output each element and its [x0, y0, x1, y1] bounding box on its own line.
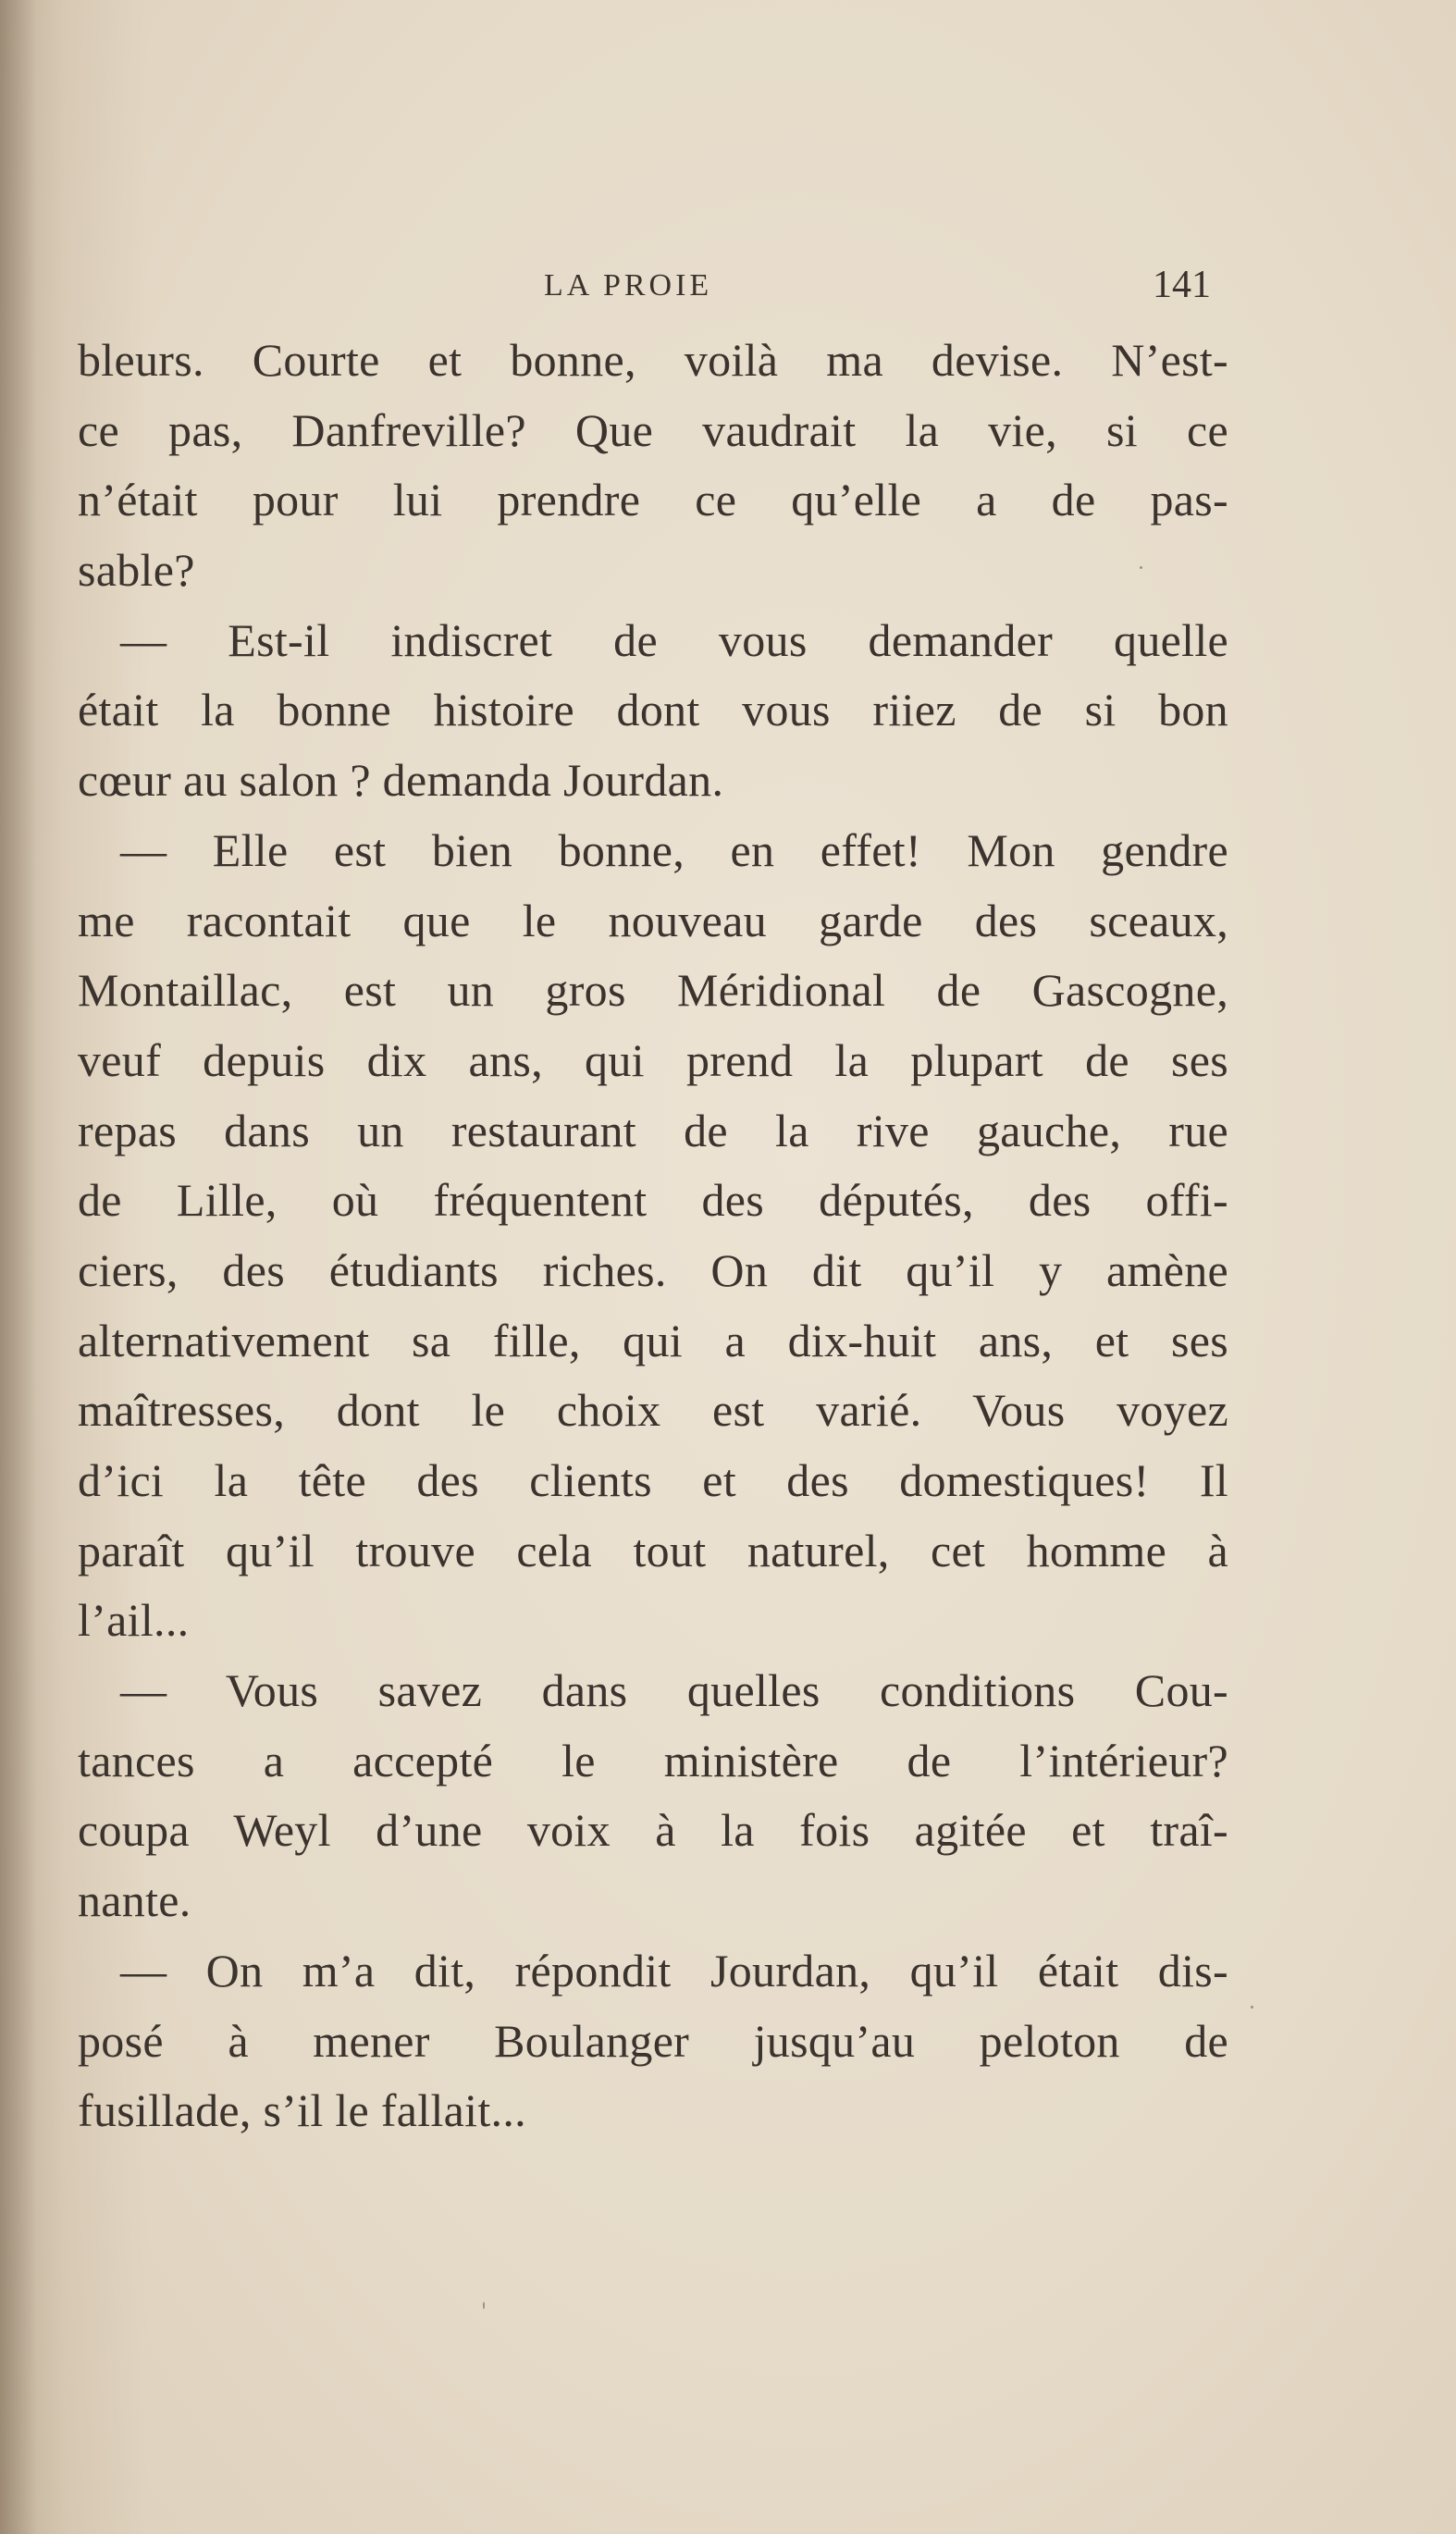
text-line: — On m’a dit, répondit Jourdan, qu’il était dis-: [120, 1944, 1228, 1996]
text-line: — Est-il indiscret de vous demander quelle: [120, 613, 1228, 666]
paper-speck: [1251, 2006, 1253, 2009]
text-line: posé à mener Boulanger jusqu’au peloton de: [78, 2014, 1228, 2067]
page-number: 141: [1153, 264, 1211, 306]
text-line: ciers, des étudiants riches. On dit qu’il y amène: [78, 1243, 1228, 1296]
text-line: ce pas, Danfreville? Que vaudrait la vie, si ce: [78, 403, 1228, 456]
text-line: l’ail...: [78, 1594, 190, 1647]
text-line: coupa Weyl d’une voix à la fois agitée et traî-: [78, 1804, 1228, 1857]
body-text: [78, 326, 1228, 2146]
text-line: repas dans un restaurant de la rive gauche, rue: [78, 1104, 1228, 1156]
paper-speck: [1140, 566, 1142, 569]
text-line: Montaillac, est un gros Méridional de Gascogne,: [78, 964, 1228, 1017]
binding-shadow: [0, 0, 37, 2534]
text-line: cœur au salon ? demanda Jourdan.: [78, 754, 724, 807]
running-title: LA PROIE: [544, 268, 713, 303]
running-header: [0, 261, 1456, 316]
text-line: tances a accepté le ministère de l’intérieur?: [78, 1734, 1228, 1786]
text-line: — Vous savez dans quelles conditions Cou-: [120, 1664, 1228, 1717]
text-line: veuf depuis dix ans, qui prend la plupart de ses: [78, 1033, 1228, 1086]
text-line: était la bonne histoire dont vous riiez de si bon: [78, 684, 1228, 736]
text-line: n’était pour lui prendre ce qu’elle a de pas-: [78, 474, 1228, 526]
text-line: bleurs. Courte et bonne, voilà ma devise. N’est-: [78, 334, 1228, 386]
text-line: fusillade, s’il le fallait...: [78, 2084, 526, 2137]
text-line: de Lille, où fréquentent des députés, des offi-: [78, 1174, 1228, 1227]
text-line: paraît qu’il trouve cela tout naturel, cet homme à: [78, 1524, 1228, 1576]
text-line: sable?: [78, 544, 195, 597]
text-line: me racontait que le nouveau garde des sceaux,: [78, 894, 1228, 946]
text-line: — Elle est bien bonne, en effet! Mon gendre: [120, 823, 1228, 876]
text-line: nante.: [78, 1874, 191, 1927]
paper-speck: [483, 2302, 485, 2309]
text-line: d’ici la tête des clients et des domestiques! Il: [78, 1454, 1228, 1506]
text-line: alternativement sa fille, qui a dix-huit ans, et ses: [78, 1314, 1228, 1366]
text-line: maîtresses, dont le choix est varié. Vous voyez: [78, 1384, 1228, 1437]
